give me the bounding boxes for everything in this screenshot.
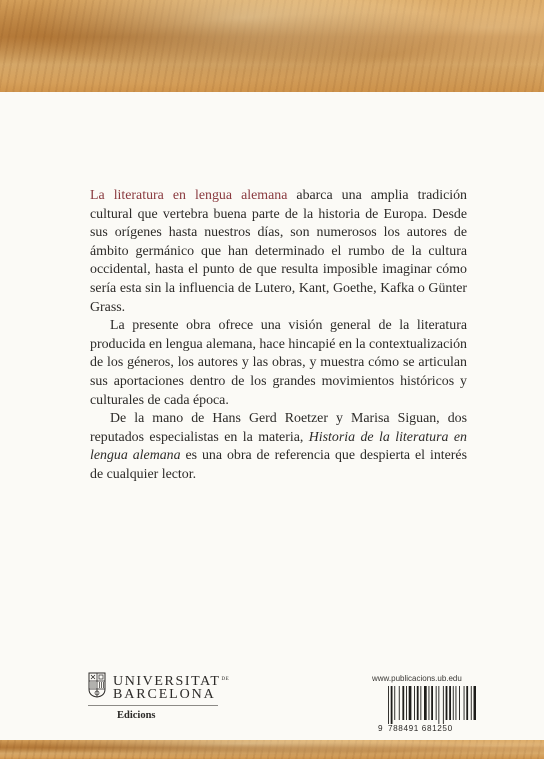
barcode-bar (417, 686, 419, 720)
barcode-bar (443, 686, 444, 724)
barcode-bar (414, 686, 415, 720)
publisher-name-universitat: UNIVERSITAT (113, 674, 221, 689)
barcode-bar (436, 686, 437, 720)
barcode-bar (424, 686, 427, 720)
barcode-bar (388, 686, 389, 724)
barcode-bar (431, 686, 433, 720)
barcode-bar (391, 686, 393, 724)
book-subject-highlight: La literatura en lengua alemana (90, 188, 288, 203)
barcode-bar (464, 686, 465, 720)
barcode-bar (466, 686, 468, 720)
isbn-barcode (378, 686, 474, 733)
isbn-digits: 788491 681250 (388, 724, 453, 733)
barcode-bar (429, 686, 430, 720)
blurb-paragraph-3 (90, 410, 467, 484)
barcode-bar (459, 686, 460, 720)
barcode-bar (402, 686, 404, 720)
publisher-logo (88, 672, 238, 732)
logo-divider (88, 705, 218, 706)
barcode-bar (406, 686, 407, 720)
barcode-bars (378, 686, 476, 724)
publisher-name-line2: BARCELONA (113, 687, 216, 702)
barcode-bar (394, 686, 395, 720)
publisher-url: www.publicacions.ub.edu (372, 674, 462, 683)
barcode-bar (409, 686, 412, 720)
paragraph-3-text-before: De la mano de Hans Gerd Roetzer y Marisa Siguan, dos reputados especialistas en la materia, (90, 411, 467, 445)
barcode-bar (456, 686, 457, 720)
barcode-bar (446, 686, 448, 720)
paragraph-1-text: abarca una amplia tradición cultural que vertebra buena parte de la historia de Europa. Desde sus orígenes hasta nuestros días, son numerosos los autores de ámbito germánico que han determinado el rumbo de la cultura occidental, hasta el punto de que resulta imposible imaginar cómo sería esta sin la influencia de Lutero, Kant, Goethe, Kafka o Günter Grass. (90, 188, 467, 315)
publisher-name-de: DE (221, 677, 230, 682)
blurb-paragraph-2: La presente obra ofrece una visión general de la literatura producida en lengua alemana, hace hincapié en la contextualización de los géneros, los autores y las obras, y muestra cómo se articulan sus aportaciones dentro de los grandes movimientos históricos y culturales de cada época. (90, 318, 467, 408)
barcode-bar (420, 686, 421, 720)
barcode-bar (399, 686, 400, 720)
barcode-bar (471, 686, 472, 720)
university-shield-icon (88, 672, 106, 698)
isbn-first-digit: 9 (378, 724, 384, 733)
barcode-bar (438, 686, 439, 724)
barcode-bar (474, 686, 477, 720)
textured-top-band (0, 0, 544, 92)
paragraph-3-text-after: es una obra de referencia que despierta el interés de cualquier lector. (90, 448, 467, 482)
book-title-italic: Historia de la literatura en lengua alemana (90, 429, 467, 464)
textured-bottom-band (0, 740, 544, 759)
publisher-imprint: Edicions (117, 710, 156, 721)
barcode-bar (453, 686, 454, 720)
blurb-paragraph-1 (90, 187, 467, 317)
back-cover-blurb (90, 187, 467, 485)
barcode-bar (449, 686, 451, 720)
